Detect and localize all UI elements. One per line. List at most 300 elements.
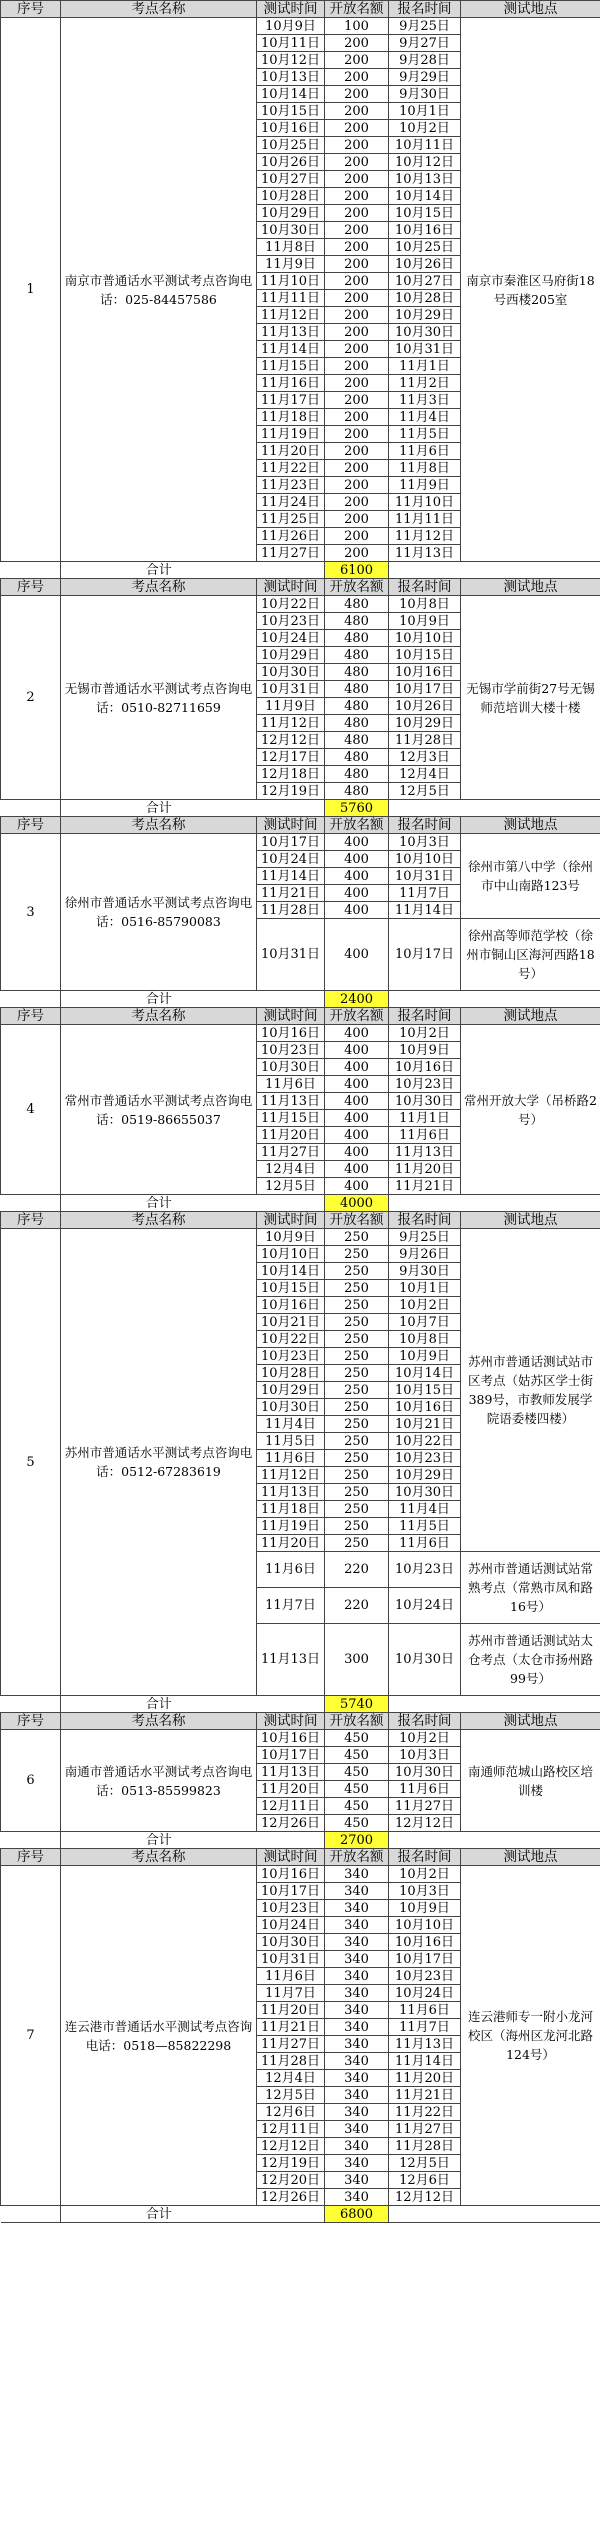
test-location: 苏州市普通话测试站市区考点（姑苏区学士街389号，市教师发展学院语委楼四楼） xyxy=(461,1229,600,1552)
test-site-name: 常州市普通话水平测试考点咨询电话：0519-86655037 xyxy=(61,1025,257,1195)
registration-date: 10月17日 xyxy=(389,681,461,698)
header-quota: 开放名额 xyxy=(325,1,389,18)
quota: 400 xyxy=(325,1025,389,1042)
test-date: 10月23日 xyxy=(257,1042,325,1059)
registration-date: 10月23日 xyxy=(389,1450,461,1467)
registration-date: 10月2日 xyxy=(389,1297,461,1314)
test-date: 10月17日 xyxy=(257,1883,325,1900)
header-reg-date: 报名时间 xyxy=(389,817,461,834)
quota: 100 xyxy=(325,18,389,35)
test-date: 10月23日 xyxy=(257,1900,325,1917)
quota: 400 xyxy=(325,1178,389,1195)
group-seq: 4 xyxy=(1,1025,61,1195)
test-date: 10月29日 xyxy=(257,647,325,664)
registration-date: 10月15日 xyxy=(389,647,461,664)
test-date: 10月16日 xyxy=(257,1730,325,1747)
quota: 480 xyxy=(325,732,389,749)
quota: 340 xyxy=(325,2172,389,2189)
quota: 340 xyxy=(325,1951,389,1968)
test-date: 11月12日 xyxy=(257,307,325,324)
registration-date: 10月1日 xyxy=(389,1280,461,1297)
table-row xyxy=(1,1730,600,1747)
total-value: 5740 xyxy=(325,1696,389,1713)
test-date: 11月26日 xyxy=(257,528,325,545)
quota: 200 xyxy=(325,205,389,222)
test-date: 11月24日 xyxy=(257,494,325,511)
total-spacer xyxy=(1,991,61,1008)
test-location: 常州开放大学（吊桥路2号） xyxy=(461,1025,600,1195)
quota: 340 xyxy=(325,2138,389,2155)
table-header-row xyxy=(1,1713,600,1730)
group-seq: 7 xyxy=(1,1866,61,2206)
quota: 340 xyxy=(325,1968,389,1985)
registration-date: 11月13日 xyxy=(389,2036,461,2053)
total-spacer xyxy=(389,1832,461,1849)
total-label: 合计 xyxy=(61,2206,257,2223)
quota: 200 xyxy=(325,290,389,307)
test-date: 11月20日 xyxy=(257,443,325,460)
quota: 480 xyxy=(325,715,389,732)
test-date: 11月12日 xyxy=(257,715,325,732)
test-date: 12月19日 xyxy=(257,783,325,800)
quota: 200 xyxy=(325,188,389,205)
quota: 450 xyxy=(325,1764,389,1781)
registration-date: 10月30日 xyxy=(389,324,461,341)
test-date: 11月21日 xyxy=(257,2019,325,2036)
test-site-name: 连云港市普通话水平测试考点咨询电话：0518—85822298 xyxy=(61,1866,257,2206)
test-date: 11月6日 xyxy=(257,1968,325,1985)
registration-date: 11月27日 xyxy=(389,1798,461,1815)
table-row xyxy=(1,1229,600,1246)
quota: 250 xyxy=(325,1518,389,1535)
table-row xyxy=(1,18,600,35)
registration-date: 11月20日 xyxy=(389,1161,461,1178)
quota: 200 xyxy=(325,120,389,137)
quota: 200 xyxy=(325,341,389,358)
registration-date: 10月16日 xyxy=(389,1934,461,1951)
test-date: 12月4日 xyxy=(257,1161,325,1178)
registration-date: 9月27日 xyxy=(389,35,461,52)
total-spacer xyxy=(461,800,600,817)
registration-date: 10月31日 xyxy=(389,341,461,358)
header-seq: 序号 xyxy=(1,579,61,596)
quota: 400 xyxy=(325,1110,389,1127)
registration-date: 10月1日 xyxy=(389,103,461,120)
registration-date: 11月22日 xyxy=(389,2104,461,2121)
test-date: 11月6日 xyxy=(257,1450,325,1467)
table-header-row xyxy=(1,817,600,834)
test-date: 10月28日 xyxy=(257,188,325,205)
quota: 400 xyxy=(325,1144,389,1161)
total-row xyxy=(1,991,600,1008)
quota: 400 xyxy=(325,902,389,919)
quota: 200 xyxy=(325,256,389,273)
test-date: 10月13日 xyxy=(257,69,325,86)
registration-date: 10月30日 xyxy=(389,1624,461,1696)
total-spacer xyxy=(389,562,461,579)
quota: 250 xyxy=(325,1433,389,1450)
header-location: 测试地点 xyxy=(461,1,600,18)
quota: 400 xyxy=(325,1042,389,1059)
total-spacer xyxy=(1,1832,61,1849)
total-label: 合计 xyxy=(61,800,257,817)
test-date: 10月15日 xyxy=(257,103,325,120)
test-location: 南通师范城山路校区培训楼 xyxy=(461,1730,600,1832)
registration-date: 11月6日 xyxy=(389,1127,461,1144)
registration-date: 11月28日 xyxy=(389,732,461,749)
test-date: 11月8日 xyxy=(257,239,325,256)
registration-date: 10月26日 xyxy=(389,698,461,715)
total-spacer xyxy=(461,1832,600,1849)
test-date: 10月11日 xyxy=(257,35,325,52)
test-date: 11月13日 xyxy=(257,1764,325,1781)
quota: 250 xyxy=(325,1348,389,1365)
table-header-row xyxy=(1,1,600,18)
test-date: 12月11日 xyxy=(257,2121,325,2138)
total-row xyxy=(1,562,600,579)
test-date: 10月21日 xyxy=(257,1314,325,1331)
quota: 340 xyxy=(325,2019,389,2036)
test-date: 10月25日 xyxy=(257,137,325,154)
header-seq: 序号 xyxy=(1,1849,61,1866)
quota: 250 xyxy=(325,1365,389,1382)
quota: 200 xyxy=(325,494,389,511)
test-date: 10月24日 xyxy=(257,1917,325,1934)
quota: 480 xyxy=(325,630,389,647)
table-header-row xyxy=(1,1008,600,1025)
test-date: 10月30日 xyxy=(257,1399,325,1416)
table-row xyxy=(1,1025,600,1042)
test-date: 10月31日 xyxy=(257,1951,325,1968)
quota: 250 xyxy=(325,1314,389,1331)
registration-date: 10月10日 xyxy=(389,630,461,647)
test-date: 10月10日 xyxy=(257,1246,325,1263)
registration-date: 10月8日 xyxy=(389,1331,461,1348)
quota: 250 xyxy=(325,1297,389,1314)
group-seq: 3 xyxy=(1,834,61,991)
group-seq: 1 xyxy=(1,18,61,562)
quota: 200 xyxy=(325,52,389,69)
total-spacer xyxy=(1,1696,61,1713)
registration-date: 10月16日 xyxy=(389,222,461,239)
quota: 200 xyxy=(325,426,389,443)
test-location: 无锡市学前街27号无锡师范培训大楼十楼 xyxy=(461,596,600,800)
quota: 200 xyxy=(325,358,389,375)
header-test-date: 测试时间 xyxy=(257,1008,325,1025)
total-spacer xyxy=(257,1696,325,1713)
total-label: 合计 xyxy=(61,562,257,579)
total-spacer xyxy=(389,1195,461,1212)
total-spacer xyxy=(257,2206,325,2223)
test-date: 10月14日 xyxy=(257,86,325,103)
quota: 250 xyxy=(325,1399,389,1416)
registration-date: 11月10日 xyxy=(389,494,461,511)
quota: 340 xyxy=(325,2070,389,2087)
total-row xyxy=(1,1696,600,1713)
header-site-name: 考点名称 xyxy=(61,1713,257,1730)
registration-date: 10月15日 xyxy=(389,205,461,222)
test-date: 11月14日 xyxy=(257,341,325,358)
total-value: 6800 xyxy=(325,2206,389,2223)
quota: 480 xyxy=(325,698,389,715)
total-spacer xyxy=(461,991,600,1008)
quota: 200 xyxy=(325,35,389,52)
total-value: 2400 xyxy=(325,991,389,1008)
quota: 400 xyxy=(325,834,389,851)
registration-date: 10月3日 xyxy=(389,1747,461,1764)
test-date: 11月11日 xyxy=(257,290,325,307)
test-date: 12月26日 xyxy=(257,2189,325,2206)
quota: 200 xyxy=(325,171,389,188)
registration-date: 9月25日 xyxy=(389,18,461,35)
header-seq: 序号 xyxy=(1,1713,61,1730)
header-quota: 开放名额 xyxy=(325,1008,389,1025)
registration-date: 10月2日 xyxy=(389,1866,461,1883)
registration-date: 10月21日 xyxy=(389,1416,461,1433)
quota: 250 xyxy=(325,1263,389,1280)
test-date: 11月9日 xyxy=(257,698,325,715)
total-spacer xyxy=(257,562,325,579)
quota: 250 xyxy=(325,1229,389,1246)
registration-date: 10月16日 xyxy=(389,1059,461,1076)
test-date: 10月12日 xyxy=(257,52,325,69)
registration-date: 10月9日 xyxy=(389,1042,461,1059)
registration-date: 11月1日 xyxy=(389,1110,461,1127)
test-date: 11月9日 xyxy=(257,256,325,273)
test-date: 11月25日 xyxy=(257,511,325,528)
registration-date: 10月13日 xyxy=(389,171,461,188)
quota: 250 xyxy=(325,1467,389,1484)
registration-date: 10月14日 xyxy=(389,188,461,205)
schedule-body xyxy=(1,1,600,2223)
registration-date: 10月2日 xyxy=(389,1025,461,1042)
test-date: 11月13日 xyxy=(257,1484,325,1501)
registration-date: 10月27日 xyxy=(389,273,461,290)
test-date: 10月30日 xyxy=(257,1934,325,1951)
test-date: 10月15日 xyxy=(257,1280,325,1297)
header-site-name: 考点名称 xyxy=(61,1,257,18)
header-site-name: 考点名称 xyxy=(61,1008,257,1025)
quota: 200 xyxy=(325,69,389,86)
quota: 400 xyxy=(325,1076,389,1093)
registration-date: 11月6日 xyxy=(389,1781,461,1798)
registration-date: 11月7日 xyxy=(389,2019,461,2036)
registration-date: 12月5日 xyxy=(389,783,461,800)
test-date: 10月9日 xyxy=(257,1229,325,1246)
quota: 480 xyxy=(325,749,389,766)
quota: 250 xyxy=(325,1450,389,1467)
registration-date: 10月16日 xyxy=(389,1399,461,1416)
test-location: 苏州市普通话测试站常熟考点（常熟市凤和路16号） xyxy=(461,1552,600,1624)
table-row xyxy=(1,596,600,613)
test-date: 12月12日 xyxy=(257,2138,325,2155)
quota: 340 xyxy=(325,1917,389,1934)
test-date: 10月31日 xyxy=(257,919,325,991)
total-row xyxy=(1,1832,600,1849)
quota: 480 xyxy=(325,596,389,613)
test-date: 11月13日 xyxy=(257,1093,325,1110)
registration-date: 11月7日 xyxy=(389,885,461,902)
registration-date: 10月16日 xyxy=(389,664,461,681)
test-date: 10月30日 xyxy=(257,664,325,681)
total-spacer xyxy=(257,991,325,1008)
test-date: 10月27日 xyxy=(257,171,325,188)
test-date: 10月29日 xyxy=(257,1382,325,1399)
test-date: 11月19日 xyxy=(257,1518,325,1535)
quota: 340 xyxy=(325,1866,389,1883)
header-seq: 序号 xyxy=(1,817,61,834)
table-header-row xyxy=(1,579,600,596)
header-location: 测试地点 xyxy=(461,1212,600,1229)
header-test-date: 测试时间 xyxy=(257,1849,325,1866)
test-date: 11月22日 xyxy=(257,460,325,477)
test-date: 11月17日 xyxy=(257,392,325,409)
total-spacer xyxy=(461,1195,600,1212)
test-date: 10月24日 xyxy=(257,851,325,868)
quota: 450 xyxy=(325,1747,389,1764)
test-date: 12月19日 xyxy=(257,2155,325,2172)
registration-date: 10月23日 xyxy=(389,1552,461,1588)
quota: 250 xyxy=(325,1484,389,1501)
registration-date: 10月7日 xyxy=(389,1314,461,1331)
test-date: 11月27日 xyxy=(257,1144,325,1161)
registration-date: 11月21日 xyxy=(389,1178,461,1195)
quota: 200 xyxy=(325,307,389,324)
registration-date: 11月5日 xyxy=(389,426,461,443)
total-spacer xyxy=(257,1832,325,1849)
header-location: 测试地点 xyxy=(461,1713,600,1730)
registration-date: 11月13日 xyxy=(389,545,461,562)
group-seq: 2 xyxy=(1,596,61,800)
header-reg-date: 报名时间 xyxy=(389,1212,461,1229)
test-date: 10月26日 xyxy=(257,154,325,171)
quota: 200 xyxy=(325,239,389,256)
header-reg-date: 报名时间 xyxy=(389,579,461,596)
test-date: 11月13日 xyxy=(257,324,325,341)
quota: 200 xyxy=(325,392,389,409)
registration-date: 10月17日 xyxy=(389,1951,461,1968)
test-date: 12月11日 xyxy=(257,1798,325,1815)
registration-date: 10月31日 xyxy=(389,868,461,885)
quota: 450 xyxy=(325,1730,389,1747)
test-date: 11月18日 xyxy=(257,409,325,426)
quota: 450 xyxy=(325,1781,389,1798)
test-date: 12月26日 xyxy=(257,1815,325,1832)
quota: 340 xyxy=(325,1985,389,2002)
header-quota: 开放名额 xyxy=(325,1713,389,1730)
registration-date: 11月13日 xyxy=(389,1144,461,1161)
registration-date: 11月1日 xyxy=(389,358,461,375)
total-row xyxy=(1,800,600,817)
header-site-name: 考点名称 xyxy=(61,817,257,834)
registration-date: 10月23日 xyxy=(389,1076,461,1093)
test-date: 11月16日 xyxy=(257,375,325,392)
total-spacer xyxy=(389,2206,461,2223)
header-quota: 开放名额 xyxy=(325,817,389,834)
quota: 340 xyxy=(325,2036,389,2053)
registration-date: 10月25日 xyxy=(389,239,461,256)
test-site-name: 苏州市普通话水平测试考点咨询电话：0512-67283619 xyxy=(61,1229,257,1696)
test-date: 11月14日 xyxy=(257,868,325,885)
quota: 200 xyxy=(325,86,389,103)
registration-date: 10月15日 xyxy=(389,1382,461,1399)
total-label: 合计 xyxy=(61,991,257,1008)
header-reg-date: 报名时间 xyxy=(389,1713,461,1730)
registration-date: 10月29日 xyxy=(389,715,461,732)
quota: 400 xyxy=(325,868,389,885)
quota: 200 xyxy=(325,443,389,460)
registration-date: 11月2日 xyxy=(389,375,461,392)
registration-date: 11月5日 xyxy=(389,1518,461,1535)
registration-date: 10月9日 xyxy=(389,1900,461,1917)
test-date: 11月7日 xyxy=(257,1985,325,2002)
header-test-date: 测试时间 xyxy=(257,1212,325,1229)
registration-date: 12月12日 xyxy=(389,1815,461,1832)
test-date: 10月22日 xyxy=(257,596,325,613)
quota: 480 xyxy=(325,613,389,630)
test-date: 12月12日 xyxy=(257,732,325,749)
registration-date: 11月3日 xyxy=(389,392,461,409)
test-location: 连云港师专一附小龙河校区（海州区龙河北路124号） xyxy=(461,1866,600,2206)
test-date: 12月18日 xyxy=(257,766,325,783)
test-site-name: 无锡市普通话水平测试考点咨询电话：0510-82711659 xyxy=(61,596,257,800)
registration-date: 11月11日 xyxy=(389,511,461,528)
test-site-name: 南京市普通话水平测试考点咨询电话：025-84457586 xyxy=(61,18,257,562)
quota: 200 xyxy=(325,477,389,494)
registration-date: 11月6日 xyxy=(389,2002,461,2019)
quota: 300 xyxy=(325,1624,389,1696)
quota: 480 xyxy=(325,664,389,681)
quota: 200 xyxy=(325,154,389,171)
test-location: 徐州市第八中学（徐州市中山南路123号 xyxy=(461,834,600,919)
registration-date: 11月6日 xyxy=(389,443,461,460)
total-spacer xyxy=(1,1195,61,1212)
quota: 340 xyxy=(325,1934,389,1951)
test-date: 11月6日 xyxy=(257,1552,325,1588)
total-value: 2700 xyxy=(325,1832,389,1849)
registration-date: 10月24日 xyxy=(389,1588,461,1624)
quota: 400 xyxy=(325,1127,389,1144)
registration-date: 11月21日 xyxy=(389,2087,461,2104)
registration-date: 10月11日 xyxy=(389,137,461,154)
total-spacer xyxy=(257,1195,325,1212)
registration-date: 9月30日 xyxy=(389,86,461,103)
total-spacer xyxy=(389,800,461,817)
test-date: 11月15日 xyxy=(257,358,325,375)
registration-date: 10月26日 xyxy=(389,256,461,273)
test-date: 11月5日 xyxy=(257,1433,325,1450)
registration-date: 10月24日 xyxy=(389,1985,461,2002)
registration-date: 10月8日 xyxy=(389,596,461,613)
test-date: 12月17日 xyxy=(257,749,325,766)
quota: 400 xyxy=(325,919,389,991)
header-location: 测试地点 xyxy=(461,817,600,834)
test-date: 12月6日 xyxy=(257,2104,325,2121)
quota: 200 xyxy=(325,222,389,239)
test-date: 10月16日 xyxy=(257,1025,325,1042)
quota: 200 xyxy=(325,324,389,341)
group-seq: 6 xyxy=(1,1730,61,1832)
test-date: 11月19日 xyxy=(257,426,325,443)
quota: 400 xyxy=(325,1093,389,1110)
test-site-name: 徐州市普通话水平测试考点咨询电话：0516-85790083 xyxy=(61,834,257,991)
quota: 480 xyxy=(325,766,389,783)
quota: 200 xyxy=(325,460,389,477)
registration-date: 10月9日 xyxy=(389,1348,461,1365)
test-date: 10月23日 xyxy=(257,1348,325,1365)
test-date: 11月27日 xyxy=(257,545,325,562)
quota: 200 xyxy=(325,528,389,545)
